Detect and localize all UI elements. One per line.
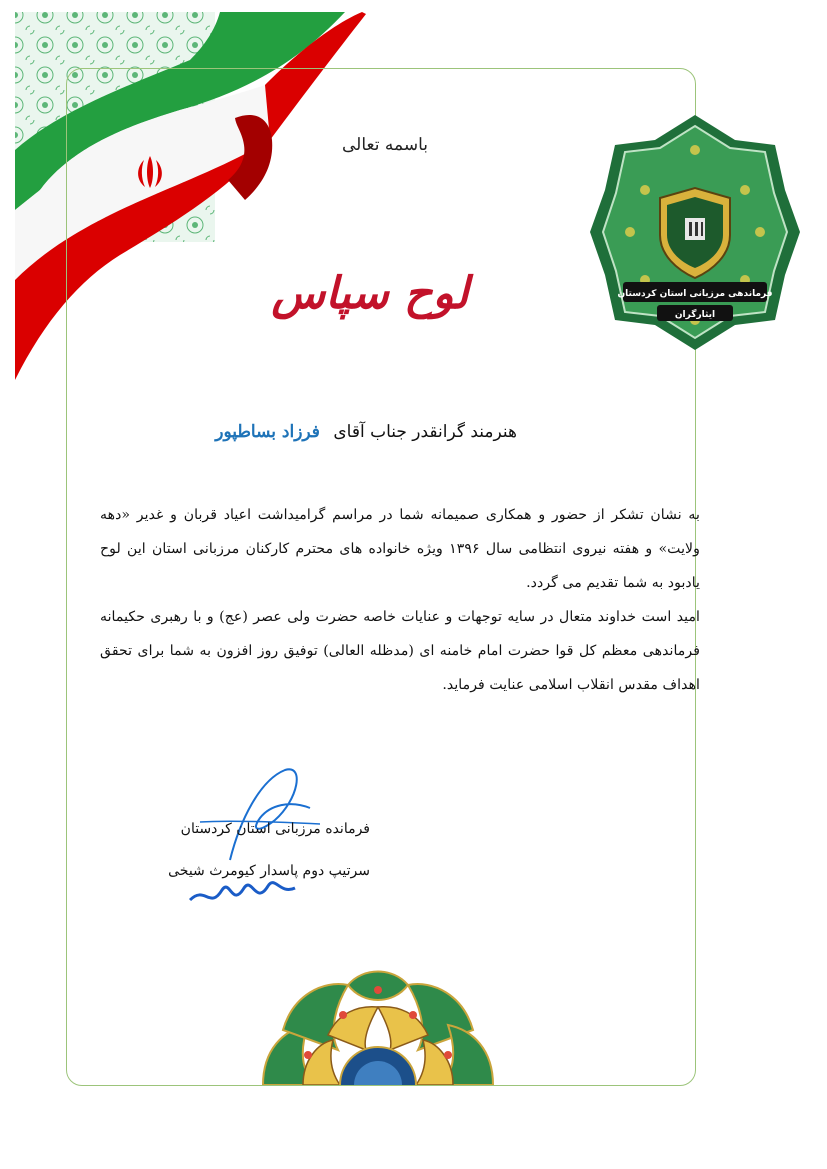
signatory-rank-name: سرتیپ دوم پاسدار کیومرث شیخی — [168, 863, 370, 879]
signatory-position: فرمانده مرزبانی استان کردستان — [180, 821, 370, 837]
certificate-title: لوح سپاس — [271, 268, 469, 319]
border-guard-emblem — [585, 110, 805, 355]
body-paragraph-1: به نشان تشکر از حضور و همکاری صمیمانه شما در مراسم گرامیداشت اعیاد قربان و غدیر «دهه ولایت» و هفته نیروی انتظامی سال ۱۳۹۶ ویژه خانواده های محترم کارکنان مرزبانی استان این لوح یادبود به شما تقدیم می گردد. — [100, 507, 700, 591]
emblem-org-line1: فرماندهی مرزبانی استان کردستان — [617, 289, 773, 299]
recipient-salutation: هنرمند گرانقدر جناب آقای — [333, 422, 517, 442]
recipient-line — [215, 422, 517, 442]
certificate-body — [100, 498, 700, 702]
invocation-text: باسمه تعالی — [342, 135, 428, 155]
bottom-rosette-ornament — [258, 965, 498, 1085]
emblem-org-line2: ایثارگران — [674, 310, 716, 320]
recipient-name: فرزاد بساطپور — [215, 422, 320, 442]
body-paragraph-2: امید است خداوند متعال در سایه توجهات و عنایات خاصه حضرت ولی عصر (عج) و با رهبری حکیمانه فرماندهی معظم کل قوا حضرت امام خامنه ای (مدظله العالی) توفیق روز افزون به شما برای تحقق اهداف مقدس انقلاب اسلامی عنایت فرماید. — [100, 609, 700, 693]
signatory-block — [150, 808, 370, 892]
